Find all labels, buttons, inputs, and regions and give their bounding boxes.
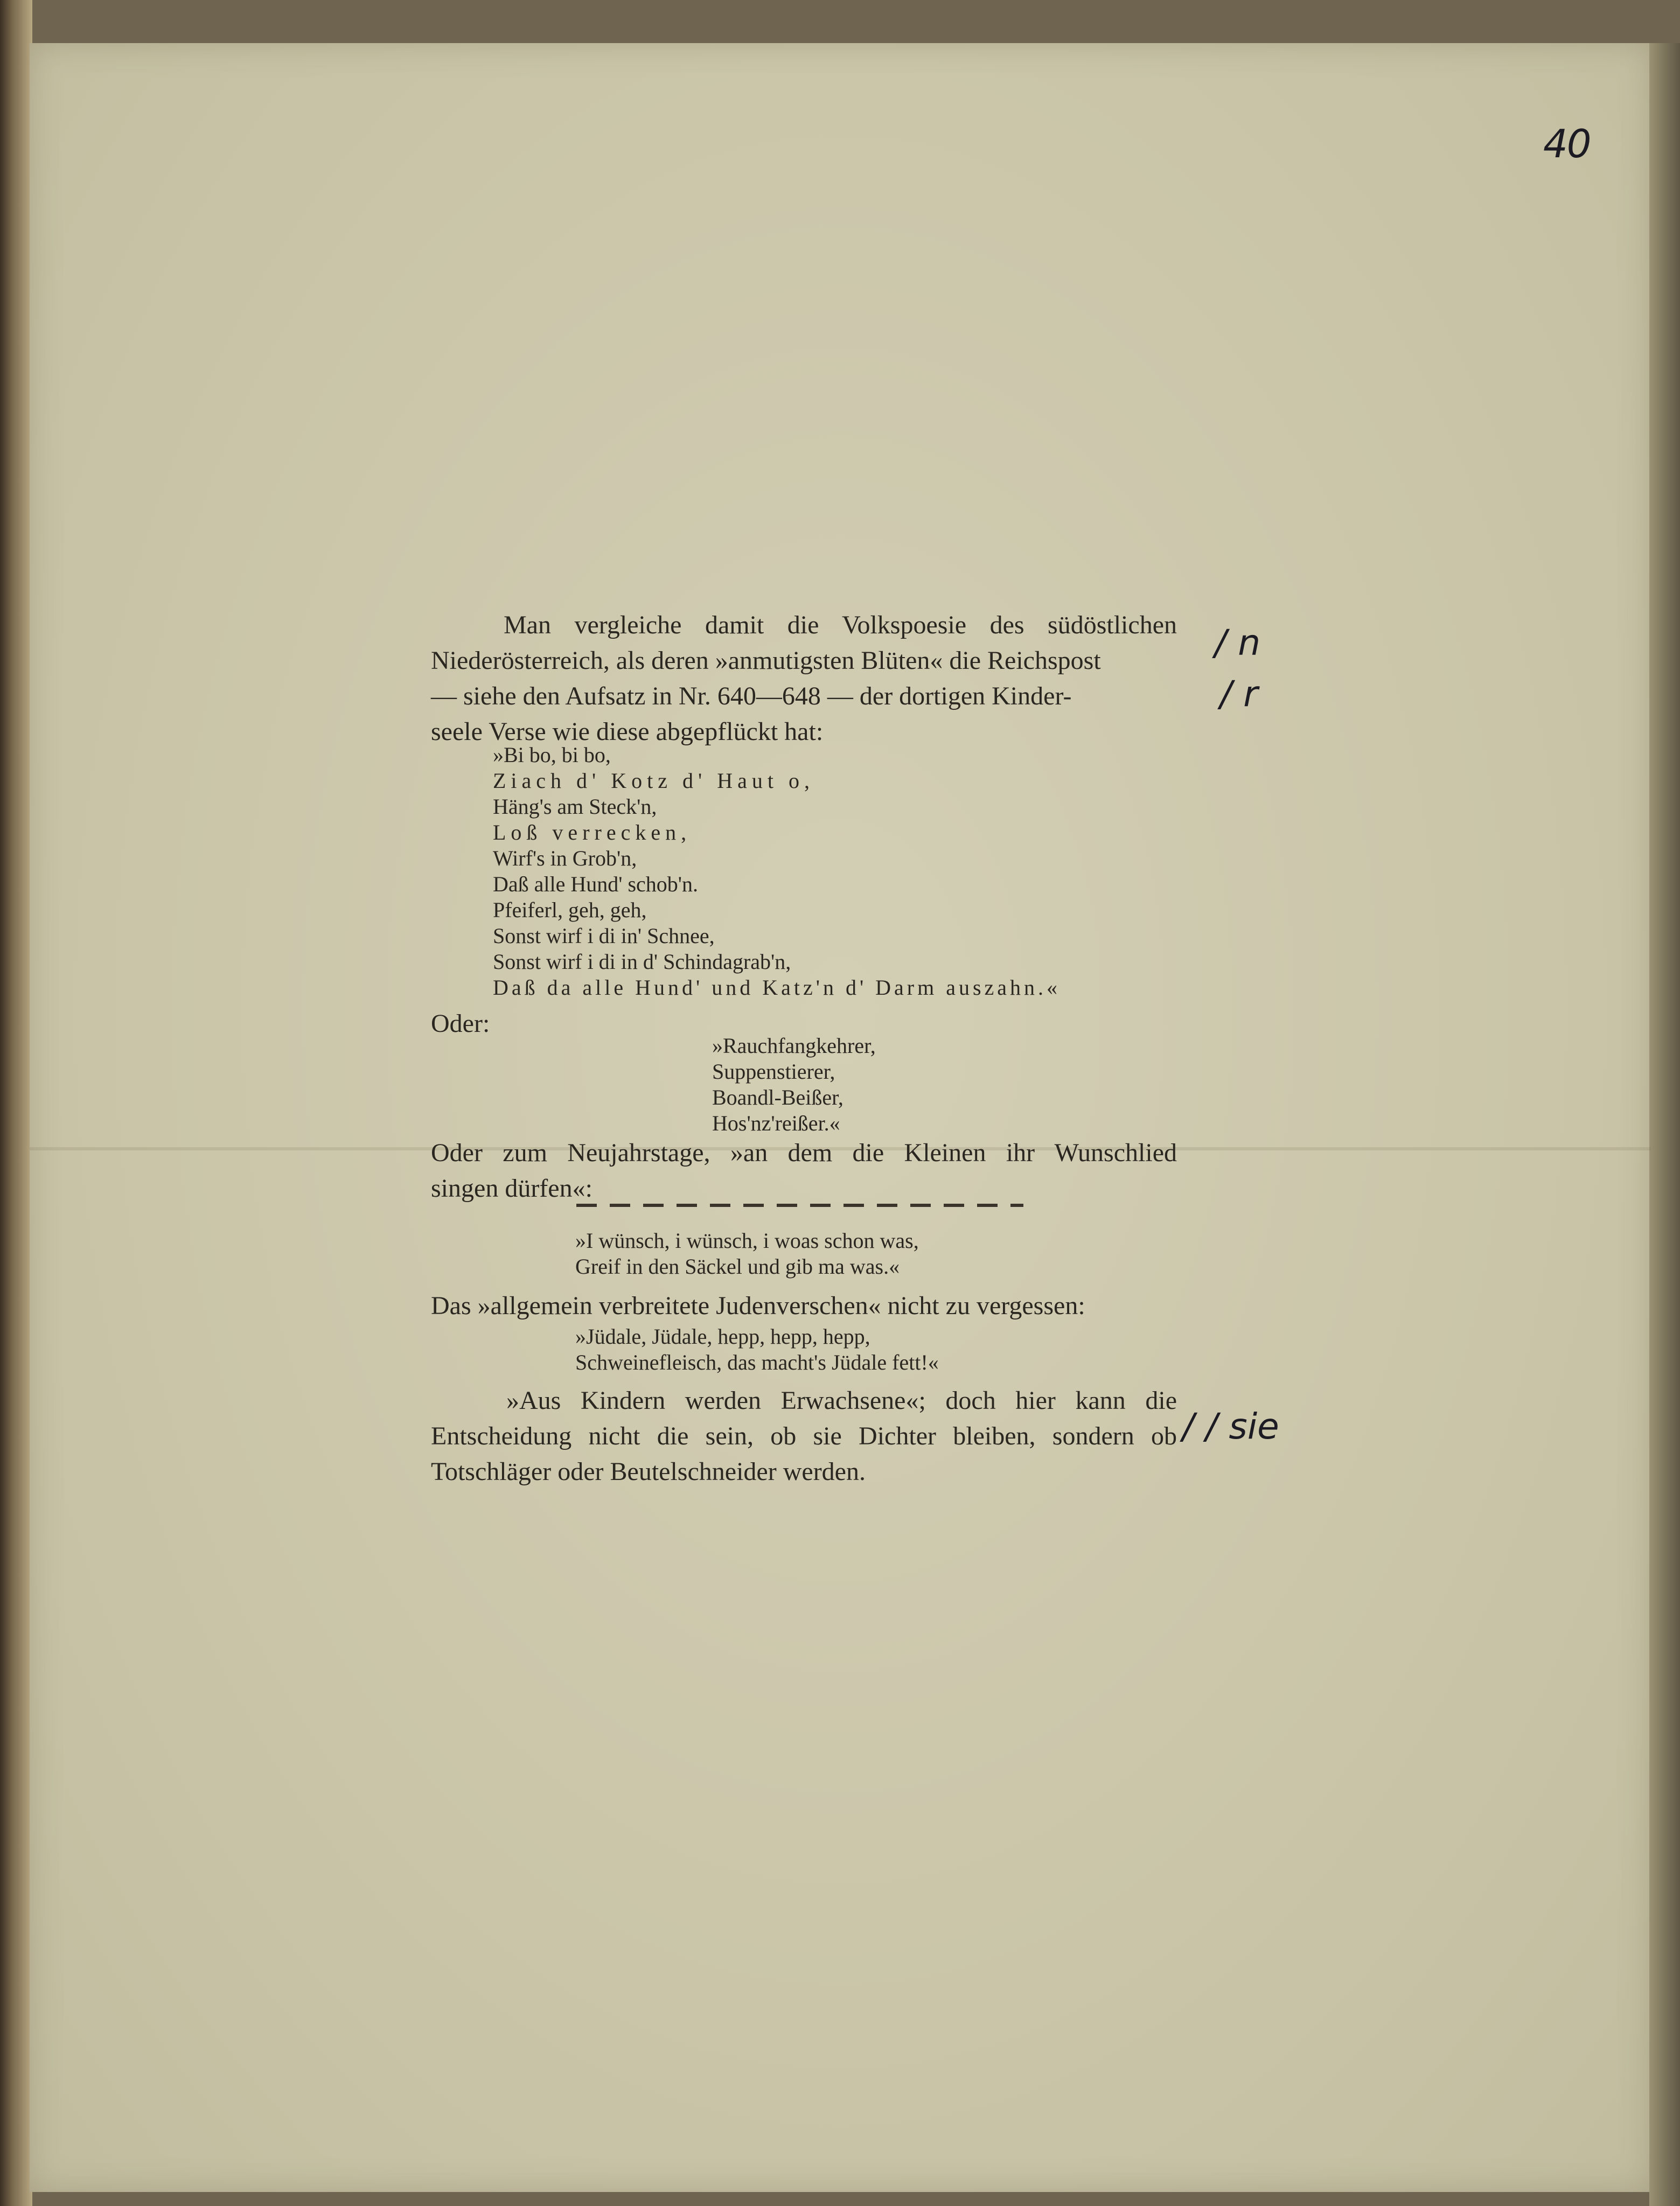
verse-1-line: Daß da alle Hund' und Katz'n d' Darm auszahn.« [493,975,1061,1000]
paragraph-2 [431,1135,1177,1206]
verse-1-line: Sonst wirf i di in d' Schindagrab'n, [493,950,791,974]
verse-3-line: Greif in den Säckel und gib ma was.« [575,1254,900,1279]
paragraph-4-line: Entscheidung nicht die sein, ob sie Dichter bleiben, sondern ob [431,1422,1177,1450]
dash-divider [576,1204,1023,1207]
folio-number: 40 [1543,121,1591,166]
verse-3 [575,1228,919,1280]
paragraph-3 [431,1288,1085,1324]
verse-2-line: »Rauchfangkehrer, [712,1034,876,1058]
verse-4-line: Schweinefleisch, das macht's Jüdale fett!« [575,1350,939,1374]
page-edge-right [1649,43,1680,2206]
paragraph-1-line: Man vergleiche damit die Volkspoesie des südöstlichen [504,611,1177,639]
paragraph-1-line: Niederösterreich, als deren »anmutigsten Blüten« die Reichspost [431,646,1101,675]
paragraph-1-line: — siehe den Aufsatz in Nr. 640—648 — der dortigen Kinder- [431,682,1072,710]
paragraph-1-line: seele Verse wie diese abgepflückt hat: [431,717,824,746]
paragraph-3-line: Das »allgemein verbreitete Judenverschen« nicht zu vergessen: [431,1292,1085,1320]
margin-mark-3: / / sie [1182,1406,1279,1447]
book-spine-left [0,0,32,2206]
verse-2-line: Hos'nz'reißer.« [712,1111,840,1135]
margin-mark-2: / r [1220,673,1258,715]
paragraph-4 [431,1383,1177,1490]
paragraph-2-line: singen dürfen«: [431,1174,592,1203]
verse-1-line: Ziach d' Kotz d' Haut o, [493,769,814,793]
verse-2 [712,1033,876,1136]
paragraph-4-line: »Aus Kindern werden Erwachsene«; doch hier kann die [506,1386,1177,1415]
verse-1 [493,742,1061,1001]
paragraph-2-line: Oder zum Neujahrstage, »an dem die Kleinen ihr Wunschlied [431,1139,1177,1167]
verse-4-line: »Jüdale, Jüdale, hepp, hepp, hepp, [575,1324,870,1349]
verse-2-line: Suppenstierer, [712,1059,835,1084]
verse-4 [575,1324,939,1376]
oder-label: Oder: [431,1009,490,1038]
verse-1-line: »Bi bo, bi bo, [493,743,611,767]
verse-1-line: Häng's am Steck'n, [493,794,657,819]
verse-2-line: Boandl-Beißer, [712,1085,844,1109]
paragraph-1 [431,608,1177,750]
margin-mark-1: / n [1215,622,1261,664]
verse-1-line: Daß alle Hund' schob'n. [493,872,698,896]
verse-1-line: Wirf's in Grob'n, [493,846,637,870]
verse-1-line: Sonst wirf i di in' Schnee, [493,924,715,948]
verse-1-line: Pfeiferl, geh, geh, [493,898,647,922]
verse-1-line: Loß verrecken, [493,820,692,844]
verse-3-line: »I wünsch, i wünsch, i woas schon was, [575,1228,919,1253]
paragraph-4-line: Totschläger oder Beutelschneider werden. [431,1457,866,1486]
